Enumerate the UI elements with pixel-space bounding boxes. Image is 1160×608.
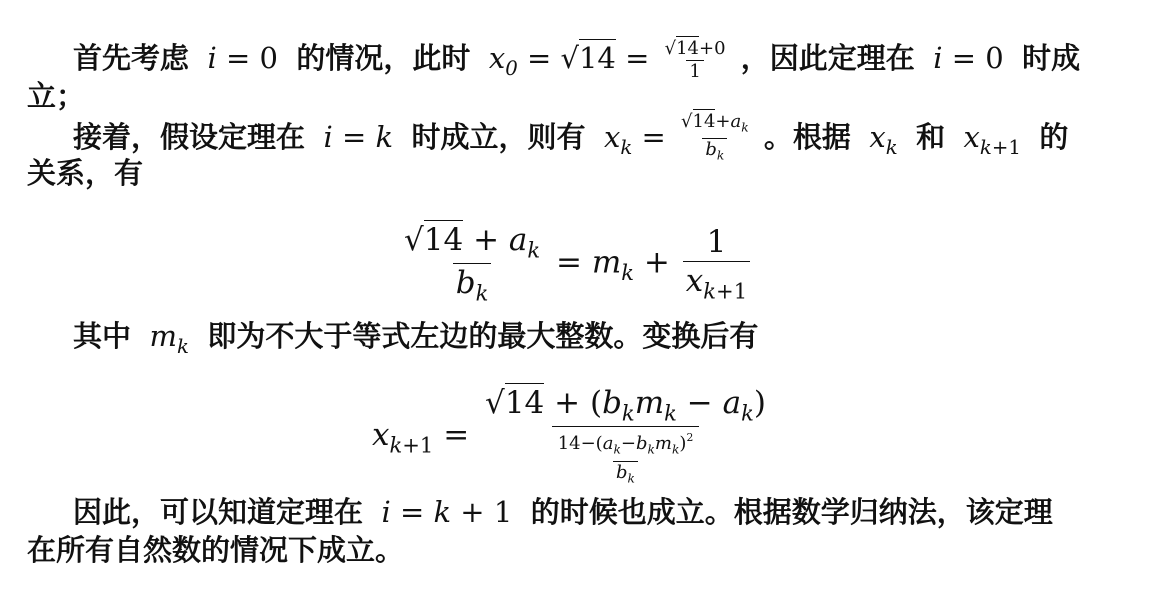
- text-segment: 的时候也成立。根据数学归纳法，该定理: [530, 495, 1053, 529]
- math-x0-equation: $x_0 = √14$ = $\frac{√14+0}{1}$: [480, 41, 741, 75]
- paragraph-4-line-2: [27, 530, 404, 570]
- text-segment: 即为不大于等式左边的最大整数。变换后有: [207, 319, 759, 353]
- text-segment: 时成: [1022, 41, 1081, 75]
- text-segment: 关系，有: [27, 156, 144, 190]
- paragraph-1-line-2: [27, 76, 85, 116]
- paragraph-1-line-1: [73, 38, 1080, 89]
- text-segment: 立；: [27, 79, 86, 113]
- math-xk-equation: $x_k$ = $\frac{√14+a_k}{b_k}$: [595, 120, 764, 154]
- math-xk: $x_k$: [860, 119, 898, 159]
- math-i-equals-0: i = 0: [198, 41, 278, 75]
- math-i-equals-0: i = 0: [924, 41, 1004, 75]
- math-i-equals-k: i = k: [314, 119, 403, 154]
- display-equation-1: $\frac{√14 + a_k}{b_k}$ = $m_k$ + $\frac{1}{x_{k+1}}$: [398, 222, 753, 306]
- text-segment: 首先考虑: [73, 41, 190, 75]
- fraction-sqrt14-plus-ak-over-bk: $\frac{√14+a_k}{b_k}$: [678, 112, 752, 166]
- math-i-equals-k-plus-1: i = k + 1: [372, 495, 513, 529]
- fraction-1-over-xk-plus-1: $\frac{1}{x_{k+1}}$: [683, 224, 750, 303]
- text-segment: 和: [916, 119, 946, 154]
- fraction-complex: $\frac{√14 + (b_km_k - a_k)}{\frac{14-(a_k-b_km_k)^2}{b_k}}$: [482, 385, 769, 488]
- text-segment: 其中: [73, 319, 132, 353]
- math-xk-plus-1: $x_{k+1}$: [954, 119, 1021, 159]
- text-segment: ，因此定理在: [740, 41, 915, 75]
- text-segment: 在所有自然数的情况下成立。: [27, 533, 405, 567]
- text-segment: 。根据: [763, 119, 851, 154]
- fraction-denominator: $\frac{14-(a_k-b_km_k)^2}{b_k}$: [555, 428, 697, 488]
- text-segment: 的情况，此时: [296, 41, 471, 75]
- paragraph-3: [73, 316, 758, 367]
- display-equation-2: $x_{k+1}$ = $\frac{√14 + (b_km_k - a_k)}{\frac{14-(a_k-b_km_k)^2}{b_k}}$: [372, 385, 772, 488]
- paragraph-2-line-2: [27, 153, 143, 193]
- text-segment: 因此，可以知道定理在: [73, 495, 364, 529]
- math-mk: $m_k$: [140, 319, 189, 358]
- text-segment: 接着，假设定理在: [73, 119, 306, 154]
- paragraph-2-line-1: [73, 112, 1068, 168]
- paragraph-4-line-1: [73, 492, 1053, 532]
- text-segment: 时成立，则有: [411, 119, 586, 154]
- fraction-sqrt14-plus-0-over-1: $\frac{√14+0}{1}$: [664, 37, 726, 82]
- text-segment: 的: [1039, 119, 1069, 154]
- fraction-sqrt14-plus-ak-over-bk-display: $\frac{√14 + a_k}{b_k}$: [404, 222, 541, 306]
